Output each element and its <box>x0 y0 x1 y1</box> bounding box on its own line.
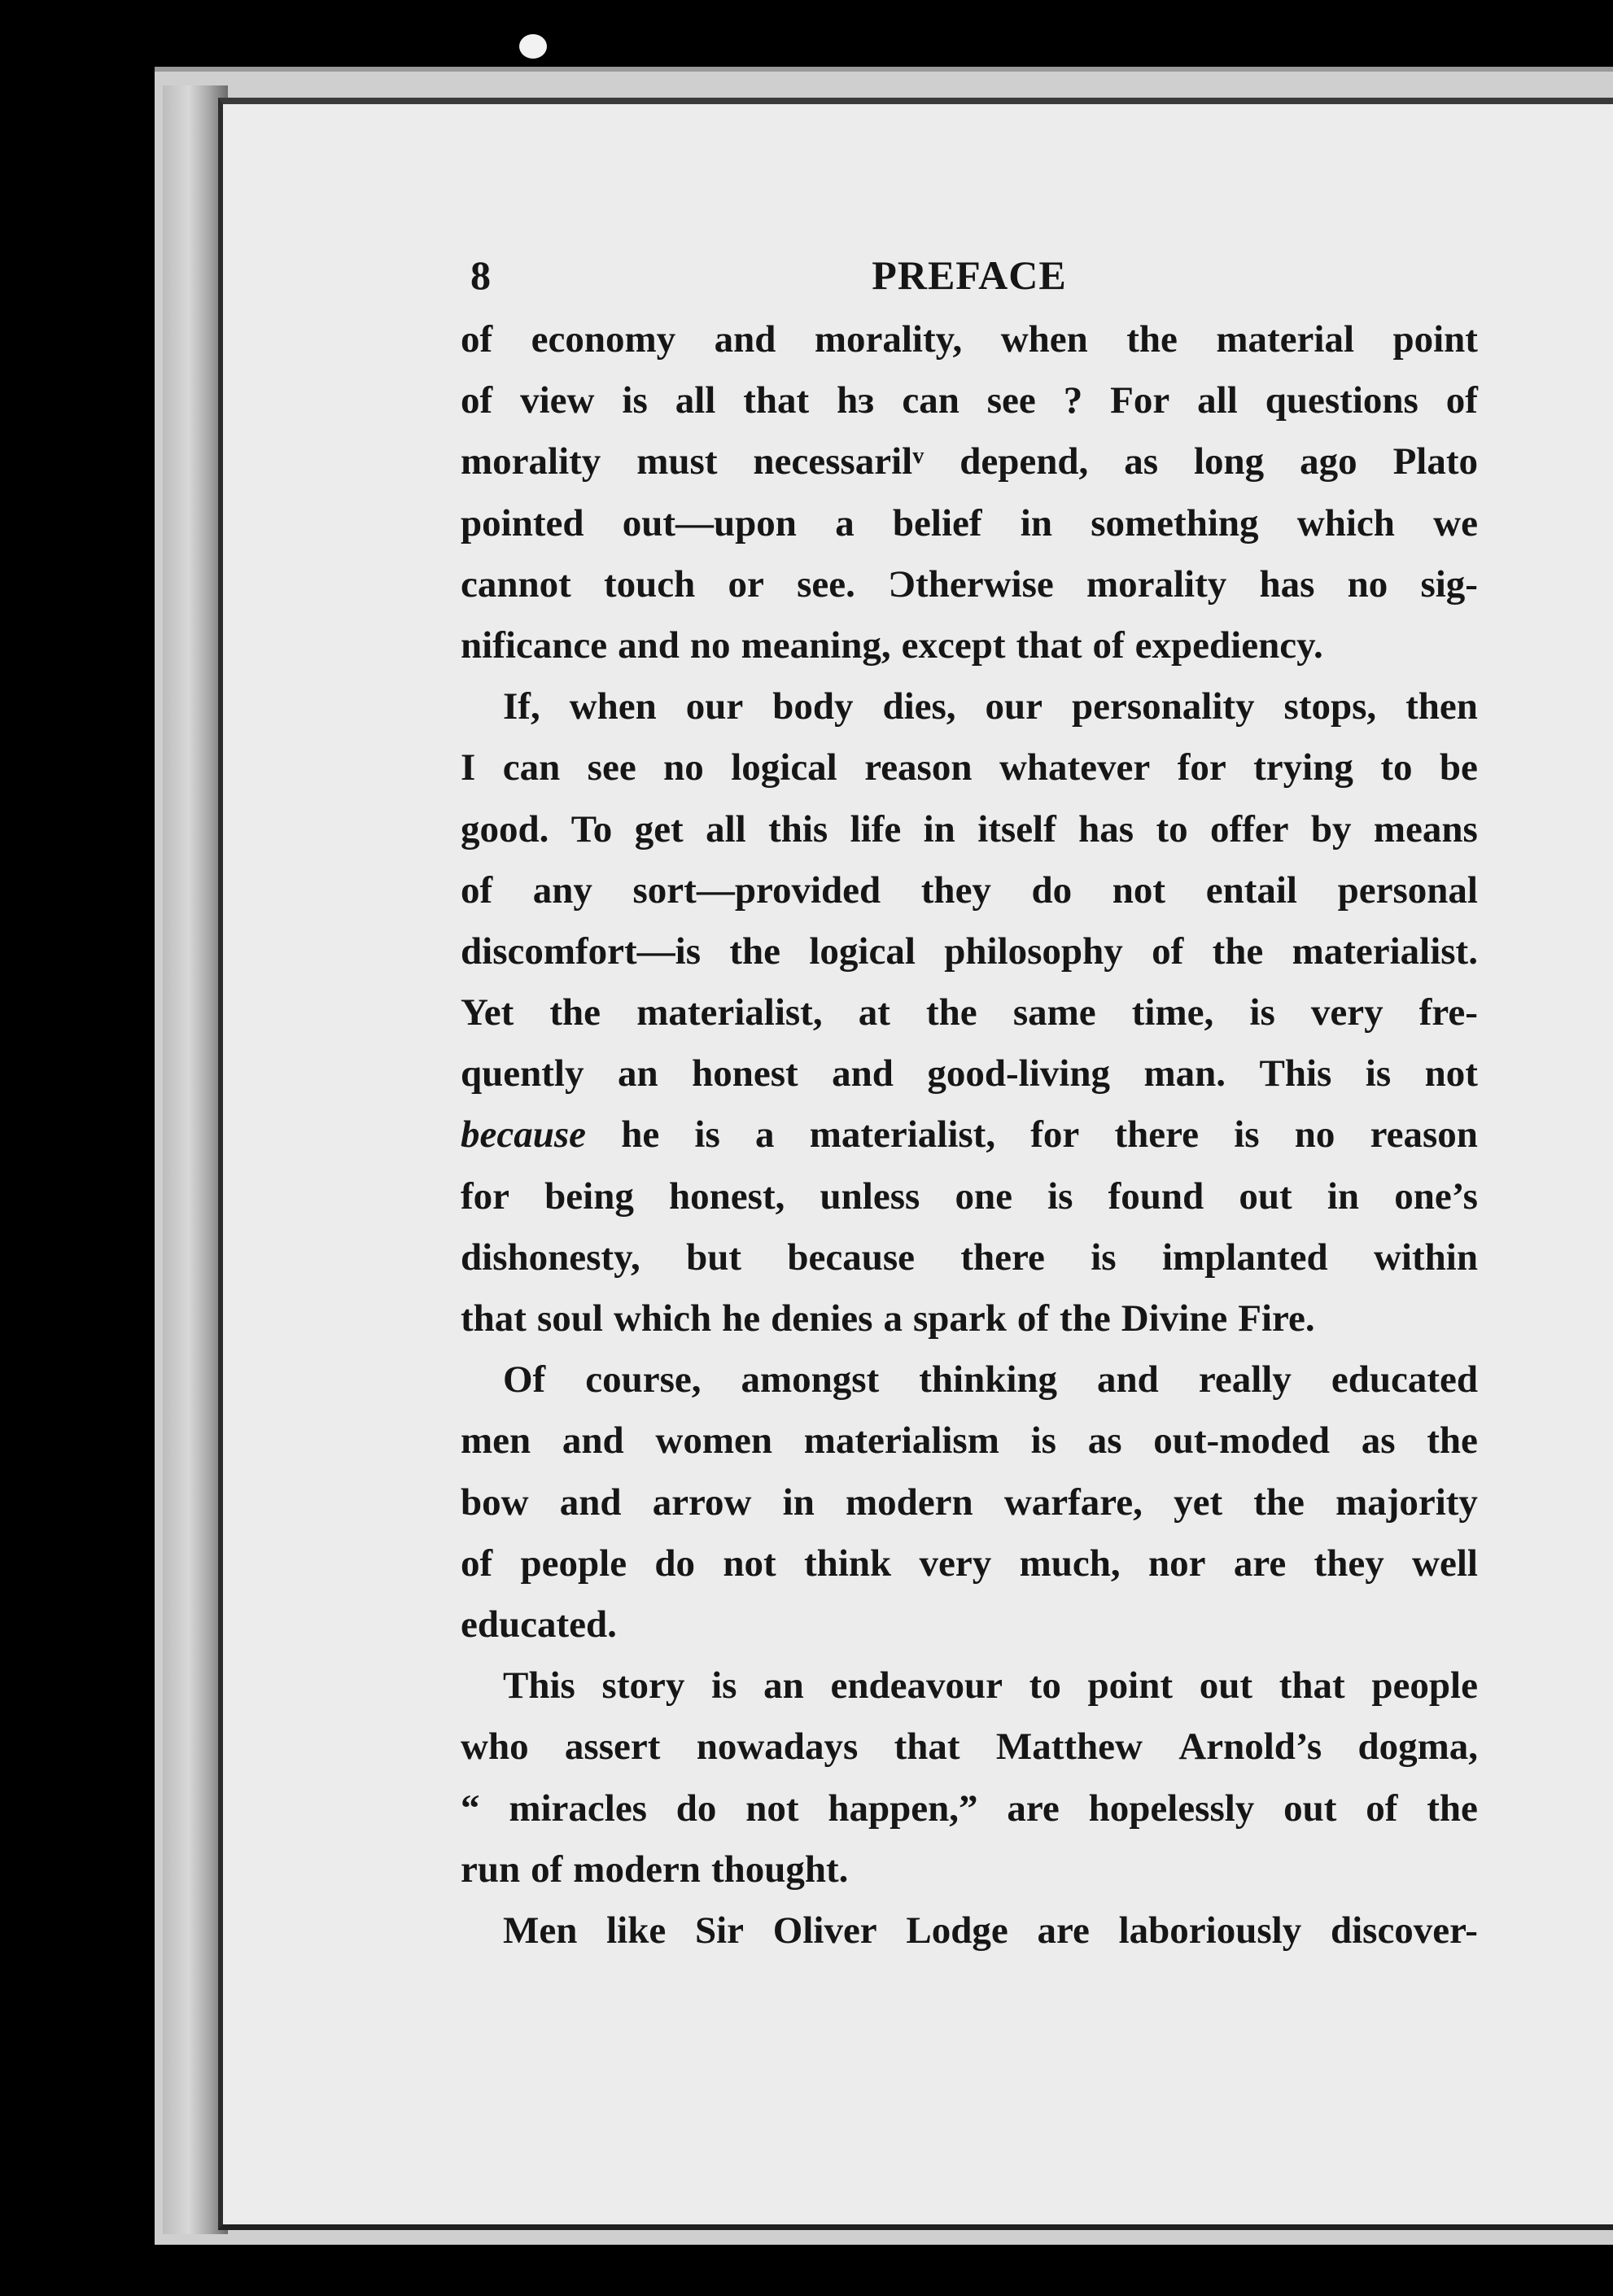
text-line: of any sort—provided they do not entail personal <box>461 868 1478 912</box>
running-head-title: PREFACE <box>872 252 1067 298</box>
text-line: Yet the materialist, at the same time, is very fre- <box>461 991 1478 1034</box>
paragraph <box>461 1349 1478 1655</box>
text-line: cannot touch or see. Ɔtherwise morality has no sig- <box>461 562 1478 606</box>
text-line: men and women materialism is as out-moded as the <box>461 1419 1478 1463</box>
paragraph <box>461 676 1478 1349</box>
text-line: of view is all that hɜ can see ? For all questions of <box>461 379 1478 422</box>
text-line: bow and arrow in modern warfare, yet the majority <box>461 1480 1478 1524</box>
text-line: nificance and no meaning, except that of expediency. <box>461 623 1323 667</box>
running-head <box>461 241 1478 309</box>
text-line: of people do not think very much, nor are they well <box>461 1542 1478 1585</box>
page-text-block <box>461 241 1478 1961</box>
text-line: I can see no logical reason whatever for trying to be <box>461 746 1478 789</box>
text-line: dishonesty, but because there is implanted within <box>461 1235 1478 1279</box>
text-line: for being honest, unless one is found out in one’s <box>461 1174 1478 1218</box>
page-number: 8 <box>470 252 491 298</box>
text-line: run of modern thought. <box>461 1848 849 1891</box>
punch-hole-mark <box>519 34 547 59</box>
text-line: pointed out—upon a belief in something which we <box>461 501 1478 544</box>
text-line: This story is an endeavour to point out that people <box>503 1664 1478 1708</box>
body-text <box>461 309 1478 1961</box>
text-line: who assert nowadays that Matthew Arnold’s dogma, <box>461 1725 1478 1769</box>
text-line: “ miracles do not happen,” are hopelessly out of the <box>461 1787 1478 1830</box>
paragraph <box>461 309 1478 676</box>
text-line: good. To get all this life in itself has to offer by means <box>461 807 1478 851</box>
text-line: educated. <box>461 1603 617 1646</box>
text-line: morality must necessarilᵛ depend, as long ago Plato <box>461 440 1478 483</box>
paragraph <box>461 1655 1478 1900</box>
text-line: because he is a materialist, for there is no reason <box>461 1113 1478 1157</box>
text-line: Of course, amongst thinking and really educated <box>503 1358 1478 1402</box>
paragraph <box>461 1900 1478 1961</box>
text-line: quently an honest and good-living man. This is not <box>461 1052 1478 1096</box>
text-line: that soul which he denies a spark of the Divine Fire. <box>461 1297 1315 1340</box>
text-line: If, when our body dies, our personality stops, then <box>503 685 1478 728</box>
text-line: discomfort—is the logical philosophy of the materialist. <box>461 929 1478 973</box>
text-line: of economy and morality, when the material point <box>461 318 1478 361</box>
text-line: Men like Sir Oliver Lodge are laboriously discover- <box>503 1909 1478 1952</box>
